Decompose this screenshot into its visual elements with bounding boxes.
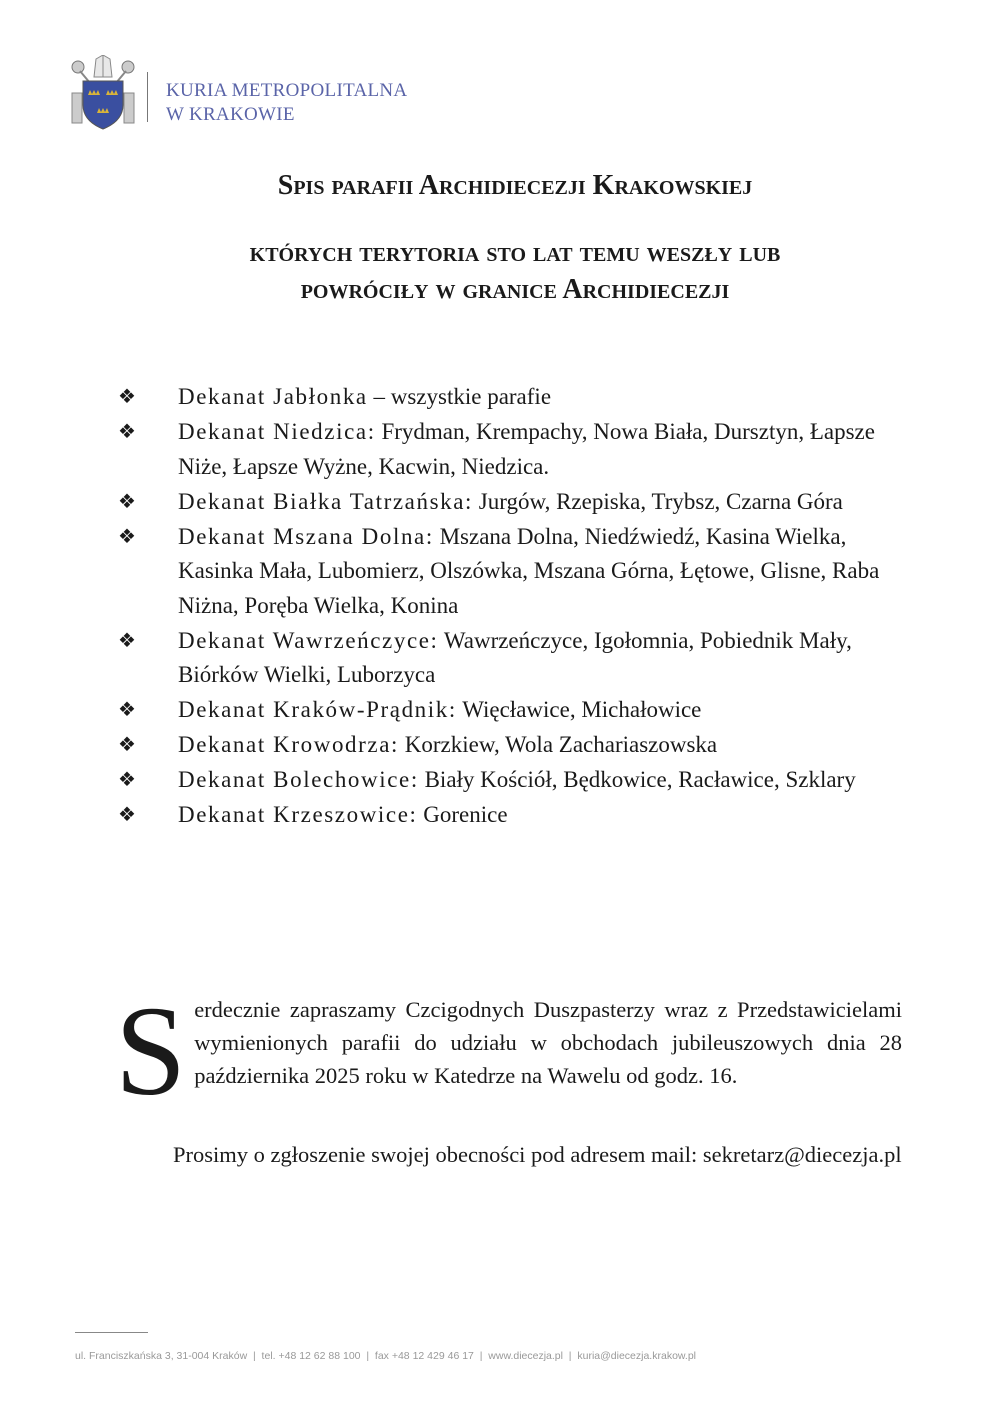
deanery-item xyxy=(118,728,908,763)
bullet-icon: ❖ xyxy=(118,490,136,513)
deanery-item xyxy=(118,693,908,728)
rsvp-paragraph xyxy=(115,1138,902,1171)
deanery-name: Dekanat Krzeszowice: xyxy=(178,802,418,827)
rsvp-text: Prosimy o zgłoszenie swojej obecności pod adresem mail: xyxy=(173,1142,698,1167)
deanery-parishes: Frydman, Krempachy, Nowa Biała, Dursztyn, Łapsze Niże, Łapsze Wyżne, Kacwin, Niedzica. xyxy=(178,419,875,479)
organization-name xyxy=(166,79,407,127)
deanery-parishes: Mszana Dolna, Niedźwiedź, Kasina Wielka, Kasinka Mała, Lubomierz, Olszówka, Mszana Górna, Łętowe, Glisne, Raba Niżna, Poręba Wielka, Konina xyxy=(178,523,880,618)
bullet-icon: ❖ xyxy=(118,525,136,548)
bullet-icon: ❖ xyxy=(118,769,136,791)
deanery-item xyxy=(118,763,908,798)
deanery-parishes: Korzkiew, Wola Zachariaszowska xyxy=(399,732,718,757)
deanery-item xyxy=(118,415,908,484)
header-divider xyxy=(147,72,148,122)
org-line-2: W KRAKOWIE xyxy=(166,104,295,125)
deanery-name: Dekanat Krowodrza: xyxy=(178,732,400,757)
bullet-icon: ❖ xyxy=(118,699,136,721)
archdiocese-crest-logo xyxy=(68,55,138,130)
subtitle-line-1: których terytoria sto lat temu weszły lub xyxy=(249,237,781,268)
deanery-parishes: Wawrzeńczyce, Igołomnia, Pobiednik Mały, Biórków Wielki, Luborzyca xyxy=(178,627,852,687)
deanery-name: Dekanat Kraków-Prądnik: xyxy=(178,697,457,722)
deanery-name: Dekanat Mszana Dolna: xyxy=(178,523,434,549)
document-title: Spis parafii Archidiecezji Krakowskiej xyxy=(277,170,753,201)
invitation-text: erdecznie zapraszamy Czcigodnych Duszpasterzy wraz z Przedstawicielami wymienionych parafii do udziału w obchodach jubileuszowych dnia 28 października 2025 roku w Katedrze na Wawelu od godz. 16. xyxy=(194,997,902,1088)
deanery-item xyxy=(118,624,908,693)
footer-rule xyxy=(75,1332,148,1333)
bullet-icon: ❖ xyxy=(118,804,136,826)
bullet-icon: ❖ xyxy=(118,629,136,652)
deanery-name: Dekanat Białka Tatrzańska: xyxy=(178,488,474,514)
deanery-item xyxy=(118,520,908,624)
deanery-parishes: Więcławice, Michałowice xyxy=(456,697,702,722)
invitation-paragraph xyxy=(115,980,902,1122)
deanery-name: Dekanat Jabłonka xyxy=(178,384,368,409)
deanery-item xyxy=(118,380,908,415)
bullet-icon: ❖ xyxy=(118,386,136,408)
deanery-item xyxy=(118,798,908,833)
deanery-name: Dekanat Niedzica: xyxy=(178,419,376,444)
drop-cap: S xyxy=(115,980,187,1122)
rsvp-email: sekretarz@diecezja.pl xyxy=(702,1142,902,1167)
bullet-icon: ❖ xyxy=(118,421,136,443)
deanery-parishes: Gorenice xyxy=(417,802,508,827)
deanery-name: Dekanat Wawrzeńczyce: xyxy=(178,627,439,653)
document-subtitle xyxy=(0,234,1000,308)
deanery-parishes: Jurgów, Rzepiska, Trybsz, Czarna Góra xyxy=(473,488,843,514)
deanery-list xyxy=(118,380,908,833)
deanery-parishes: – wszystkie parafie xyxy=(367,384,552,409)
bullet-icon: ❖ xyxy=(118,734,136,756)
footer-contact: ul. Franciszkańska 3, 31-004 Kraków | tel. +48 12 62 88 100 | fax +48 12 429 46 17 | www.diecezja.pl | kuria@diecezja.krakow.pl xyxy=(75,1350,696,1362)
deanery-item xyxy=(118,485,908,520)
org-line-1: KURIA METROPOLITALNA xyxy=(166,80,408,101)
subtitle-line-2: powróciły w granice Archidiecezji xyxy=(300,274,730,305)
deanery-parishes: Biały Kościół, Będkowice, Racławice, Szklary xyxy=(418,767,856,792)
deanery-name: Dekanat Bolechowice: xyxy=(178,767,419,792)
